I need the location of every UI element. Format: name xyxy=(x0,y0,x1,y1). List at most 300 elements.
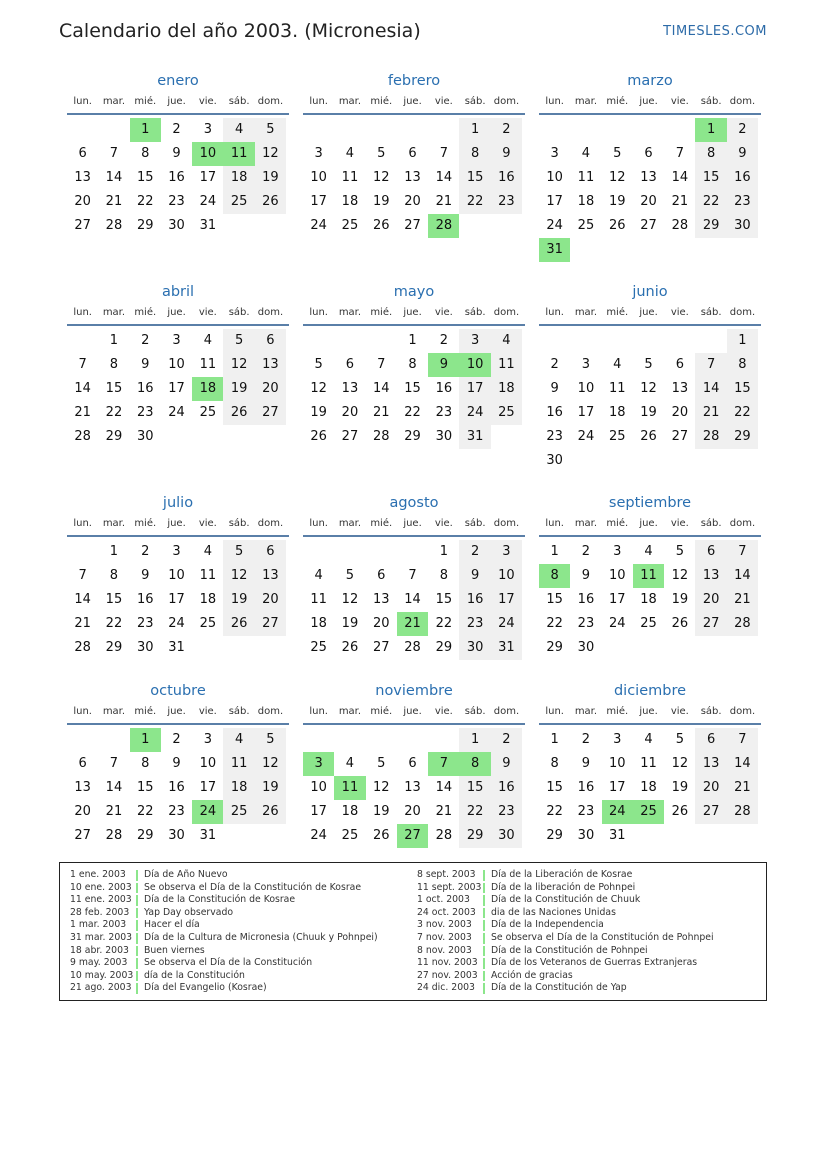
day-cell: 9 xyxy=(727,142,758,166)
holiday-day-cell: 10 xyxy=(459,353,490,377)
day-cell: 9 xyxy=(581,756,591,771)
holiday-date: 27 nov. 2003 xyxy=(417,969,478,981)
day-cell: 24 xyxy=(491,612,522,636)
day-cell: 5 xyxy=(255,728,286,752)
day-cell: 8 xyxy=(408,357,417,372)
day-cell: 20 xyxy=(695,776,726,800)
day-cell: 31 xyxy=(491,636,522,660)
holiday-day-cell: 10 xyxy=(192,142,223,166)
month-marzo xyxy=(539,73,761,262)
day-cell: 18 xyxy=(640,592,657,607)
day-cell: 4 xyxy=(203,544,212,559)
day-cell: 18 xyxy=(341,194,359,209)
day-cell: 26 xyxy=(255,800,286,824)
weekday-label: jue. xyxy=(167,96,186,107)
day-cell: 4 xyxy=(491,329,522,353)
day-cell: 14 xyxy=(671,170,689,185)
weekday-label: mié. xyxy=(370,96,393,107)
day-grid xyxy=(539,118,761,262)
day-grid xyxy=(303,329,525,449)
holiday-date: 24 dic. 2003 xyxy=(417,982,475,994)
day-cell: 9 xyxy=(141,357,150,372)
day-cell: 15 xyxy=(546,592,563,607)
day-cell: 13 xyxy=(404,170,421,185)
empty-cell xyxy=(633,118,664,142)
month-name: noviembre xyxy=(375,683,453,699)
holiday-date: 11 ene. 2003 xyxy=(70,894,132,906)
day-cell: 29 xyxy=(546,640,563,655)
day-cell: 17 xyxy=(199,780,217,795)
holiday-row xyxy=(417,907,714,920)
holiday-name: Día de Año Nuevo xyxy=(144,869,228,880)
holiday-marker xyxy=(483,983,485,994)
weekday-label: vie. xyxy=(198,307,217,318)
day-cell: 23 xyxy=(136,405,154,420)
weekday-label: sáb. xyxy=(700,96,722,107)
day-cell: 16 xyxy=(136,592,154,607)
day-cell: 2 xyxy=(459,540,490,564)
weekday-label: mar. xyxy=(102,96,126,107)
holiday-name: Día de la Constitución de Pohnpei xyxy=(491,944,648,956)
day-cell: 1 xyxy=(408,333,417,348)
day-cell: 13 xyxy=(255,353,286,377)
day-cell: 24 xyxy=(459,401,490,425)
day-cell: 15 xyxy=(435,592,453,607)
day-cell: 2 xyxy=(172,732,181,747)
day-cell: 21 xyxy=(671,194,689,209)
day-cell: 26 xyxy=(341,640,359,655)
day-cell: 1 xyxy=(109,544,119,559)
day-cell: 15 xyxy=(136,170,154,185)
day-cell: 16 xyxy=(136,381,154,396)
day-cell: 30 xyxy=(136,640,154,655)
day-cell: 6 xyxy=(408,146,417,161)
day-cell: 7 xyxy=(78,357,87,372)
weekday-label: mié. xyxy=(606,307,629,318)
day-cell: 29 xyxy=(435,640,453,655)
weekday-label: mié. xyxy=(606,518,629,529)
weekday-label: lun. xyxy=(73,307,92,318)
day-cell: 3 xyxy=(491,540,522,564)
day-cell: 17 xyxy=(491,588,522,612)
day-cell: 23 xyxy=(168,804,185,819)
day-cell: 9 xyxy=(550,381,559,396)
day-cell: 22 xyxy=(105,405,123,420)
weekday-label: lun. xyxy=(73,706,92,717)
day-cell: 16 xyxy=(168,780,185,795)
day-cell: 20 xyxy=(640,194,657,209)
day-cell: 12 xyxy=(255,142,286,166)
weekday-label: mar. xyxy=(102,307,126,318)
holiday-name: día de la Constitución xyxy=(144,969,245,981)
day-cell: 5 xyxy=(613,146,622,161)
holiday-row xyxy=(70,919,378,932)
day-cell: 1 xyxy=(459,118,490,142)
day-cell: 24 xyxy=(310,218,327,233)
weekday-label: sáb. xyxy=(700,307,722,318)
day-cell: 23 xyxy=(491,800,522,824)
holiday-marker xyxy=(136,920,138,931)
weekday-label: vie. xyxy=(670,96,689,107)
day-cell: 24 xyxy=(577,429,595,444)
day-cell: 28 xyxy=(695,425,726,449)
empty-cell xyxy=(334,118,365,142)
day-cell: 9 xyxy=(459,564,490,588)
empty-cell xyxy=(570,329,601,353)
day-cell: 25 xyxy=(341,828,359,843)
weekday-header xyxy=(303,304,525,326)
day-cell: 2 xyxy=(491,728,522,752)
weekday-header xyxy=(539,304,761,326)
day-cell: 8 xyxy=(141,146,150,161)
weekday-label: mié. xyxy=(606,96,629,107)
weekday-label: vie. xyxy=(670,307,689,318)
day-cell: 8 xyxy=(109,568,119,583)
weekday-label: mar. xyxy=(574,307,598,318)
weekday-header xyxy=(539,515,761,537)
weekday-label: lun. xyxy=(309,96,328,107)
month-name: junio xyxy=(632,284,668,300)
day-cell: 28 xyxy=(727,800,758,824)
day-cell: 21 xyxy=(105,194,123,209)
weekday-label: vie. xyxy=(198,96,217,107)
holiday-name: Hacer el día xyxy=(144,919,200,931)
weekday-label: dom. xyxy=(257,96,284,107)
holiday-name: Día de los Veteranos de Guerras Extranjeras xyxy=(491,957,698,969)
day-cell: 18 xyxy=(223,776,254,800)
day-cell: 13 xyxy=(695,752,726,776)
day-cell: 21 xyxy=(105,804,123,819)
day-cell: 2 xyxy=(581,544,591,559)
holiday-marker xyxy=(483,920,485,931)
day-cell: 13 xyxy=(695,564,726,588)
holiday-date: 10 may. 2003 xyxy=(70,969,134,981)
holiday-day-cell: 1 xyxy=(695,118,726,142)
month-name: diciembre xyxy=(613,683,687,699)
day-cell: 6 xyxy=(695,540,726,564)
day-cell: 26 xyxy=(223,612,254,636)
day-cell: 16 xyxy=(546,405,563,420)
day-cell: 20 xyxy=(74,804,91,819)
weekday-label: mar. xyxy=(574,96,598,107)
holiday-name: Acción de gracias xyxy=(491,969,573,981)
empty-cell xyxy=(334,329,365,353)
day-cell: 16 xyxy=(727,166,758,190)
day-cell: 30 xyxy=(435,429,453,444)
page-title: Calendario del año 2003. (Micronesia) xyxy=(59,20,421,42)
day-cell: 4 xyxy=(644,544,653,559)
day-cell: 19 xyxy=(310,405,327,420)
day-cell: 3 xyxy=(613,732,622,747)
day-cell: 1 xyxy=(439,544,448,559)
holiday-marker xyxy=(136,958,138,969)
day-cell: 23 xyxy=(459,612,490,636)
holiday-day-cell: 21 xyxy=(397,612,428,636)
day-cell: 26 xyxy=(223,401,254,425)
day-cell: 13 xyxy=(74,170,91,185)
day-cell: 15 xyxy=(105,381,123,396)
weekday-header xyxy=(67,515,289,537)
holiday-marker xyxy=(136,983,138,994)
day-cell: 31 xyxy=(199,218,217,233)
day-cell: 19 xyxy=(608,194,626,209)
month-name: mayo xyxy=(393,284,435,300)
day-cell: 8 xyxy=(141,756,150,771)
holiday-date: 18 abr. 2003 xyxy=(70,944,129,956)
holiday-marker xyxy=(483,870,485,881)
day-cell: 4 xyxy=(581,146,591,161)
day-cell: 21 xyxy=(74,616,91,631)
day-cell: 8 xyxy=(439,568,448,583)
weekday-label: lun. xyxy=(73,518,92,529)
holiday-name: Día de la Constitución de Kosrae xyxy=(144,894,296,906)
weekday-label: sáb. xyxy=(464,706,486,717)
weekday-label: mié. xyxy=(134,96,157,107)
day-grid xyxy=(539,329,761,473)
holiday-row xyxy=(417,894,714,907)
day-cell: 6 xyxy=(377,568,386,583)
day-cell: 4 xyxy=(644,732,653,747)
day-cell: 23 xyxy=(546,429,563,444)
day-cell: 1 xyxy=(727,329,758,353)
month-octubre xyxy=(67,683,289,848)
day-cell: 29 xyxy=(136,828,154,843)
empty-cell xyxy=(570,118,601,142)
day-cell: 26 xyxy=(608,218,626,233)
brand-link[interactable]: TIMESLES.COM xyxy=(663,24,767,39)
weekday-label: jue. xyxy=(639,706,658,717)
day-cell: 9 xyxy=(172,146,181,161)
day-cell: 26 xyxy=(310,429,327,444)
day-cell: 18 xyxy=(640,780,657,795)
weekday-label: jue. xyxy=(403,706,422,717)
day-cell: 5 xyxy=(255,118,286,142)
day-cell: 7 xyxy=(727,540,758,564)
day-cell: 13 xyxy=(671,381,689,396)
holiday-row xyxy=(70,982,378,995)
weekday-label: mar. xyxy=(102,518,126,529)
day-cell: 10 xyxy=(310,170,327,185)
day-cell: 29 xyxy=(136,218,154,233)
day-cell: 17 xyxy=(168,381,185,396)
day-cell: 15 xyxy=(459,776,490,800)
day-cell: 15 xyxy=(459,166,490,190)
day-cell: 2 xyxy=(491,118,522,142)
weekday-label: jue. xyxy=(167,706,186,717)
day-cell: 2 xyxy=(172,122,181,137)
holiday-date: 8 sept. 2003 xyxy=(417,869,476,880)
day-cell: 27 xyxy=(404,218,421,233)
day-cell: 16 xyxy=(168,170,185,185)
empty-cell xyxy=(67,329,98,353)
day-cell: 21 xyxy=(727,776,758,800)
day-cell: 25 xyxy=(577,218,595,233)
day-grid xyxy=(539,540,761,660)
holiday-day-cell: 18 xyxy=(192,377,223,401)
day-cell: 14 xyxy=(695,377,726,401)
holiday-name: Se observa el Día de la Constitución de Kosrae xyxy=(144,881,362,893)
day-cell: 9 xyxy=(491,142,522,166)
day-cell: 20 xyxy=(695,588,726,612)
day-cell: 2 xyxy=(727,118,758,142)
holiday-row xyxy=(417,982,714,995)
month-febrero xyxy=(303,73,525,238)
holiday-list-right xyxy=(417,869,714,995)
weekday-label: mar. xyxy=(338,518,362,529)
day-cell: 29 xyxy=(695,214,726,238)
day-cell: 22 xyxy=(546,804,563,819)
weekday-header xyxy=(303,703,525,725)
weekday-label: jue. xyxy=(403,307,422,318)
weekday-label: mar. xyxy=(338,706,362,717)
holiday-row xyxy=(417,970,714,983)
day-cell: 27 xyxy=(74,828,91,843)
day-cell: 4 xyxy=(345,146,355,161)
day-cell: 15 xyxy=(695,166,726,190)
holiday-name: Buen viernes xyxy=(144,944,205,956)
weekday-label: mié. xyxy=(370,706,393,717)
day-cell: 4 xyxy=(345,756,355,771)
empty-cell xyxy=(303,540,334,564)
empty-cell xyxy=(695,329,726,353)
day-cell: 7 xyxy=(675,146,684,161)
weekday-label: vie. xyxy=(434,96,453,107)
weekday-label: mar. xyxy=(338,96,362,107)
day-cell: 10 xyxy=(491,564,522,588)
day-cell: 18 xyxy=(341,804,359,819)
day-cell: 28 xyxy=(727,612,758,636)
day-cell: 30 xyxy=(168,218,185,233)
day-cell: 18 xyxy=(223,166,254,190)
weekday-label: lun. xyxy=(309,307,328,318)
weekday-label: dom. xyxy=(729,706,756,717)
day-cell: 25 xyxy=(608,429,626,444)
day-cell: 15 xyxy=(727,377,758,401)
day-cell: 9 xyxy=(172,756,181,771)
day-cell: 26 xyxy=(671,804,689,819)
day-cell: 27 xyxy=(671,429,689,444)
day-cell: 31 xyxy=(199,828,217,843)
weekday-header xyxy=(67,93,289,115)
day-cell: 19 xyxy=(640,405,657,420)
empty-cell xyxy=(397,728,428,752)
weekday-label: sáb. xyxy=(228,96,250,107)
day-cell: 22 xyxy=(459,800,490,824)
holiday-marker xyxy=(136,946,138,957)
day-cell: 13 xyxy=(372,592,390,607)
day-grid xyxy=(303,118,525,238)
weekday-label: mar. xyxy=(574,706,598,717)
day-cell: 12 xyxy=(372,780,390,795)
day-cell: 17 xyxy=(199,170,217,185)
day-cell: 4 xyxy=(314,568,323,583)
holiday-name: Día de la Constitución de Chuuk xyxy=(491,894,641,906)
day-cell: 6 xyxy=(408,756,417,771)
weekday-label: lun. xyxy=(309,518,328,529)
day-cell: 14 xyxy=(74,592,91,607)
day-cell: 27 xyxy=(372,640,390,655)
holiday-day-cell: 1 xyxy=(130,118,161,142)
day-cell: 28 xyxy=(372,429,390,444)
day-cell: 23 xyxy=(577,616,595,631)
day-cell: 16 xyxy=(459,588,490,612)
day-cell: 8 xyxy=(109,357,119,372)
day-cell: 19 xyxy=(255,166,286,190)
day-cell: 25 xyxy=(341,218,359,233)
month-name: enero xyxy=(157,73,199,89)
day-cell: 10 xyxy=(608,756,626,771)
day-cell: 14 xyxy=(105,170,123,185)
month-name: agosto xyxy=(389,495,439,511)
weekday-label: sáb. xyxy=(464,518,486,529)
weekday-label: dom. xyxy=(493,96,520,107)
day-cell: 22 xyxy=(459,190,490,214)
weekday-label: mié. xyxy=(370,307,393,318)
month-julio xyxy=(67,495,289,660)
day-cell: 3 xyxy=(172,544,181,559)
holiday-row xyxy=(70,869,378,882)
day-cell: 16 xyxy=(491,166,522,190)
day-cell: 28 xyxy=(74,640,91,655)
empty-cell xyxy=(397,118,428,142)
weekday-label: mié. xyxy=(134,518,157,529)
holiday-date: 10 ene. 2003 xyxy=(70,881,132,893)
weekday-label: vie. xyxy=(434,518,453,529)
day-grid xyxy=(67,728,289,848)
day-cell: 30 xyxy=(168,828,185,843)
day-cell: 11 xyxy=(310,592,327,607)
empty-cell xyxy=(98,118,129,142)
day-cell: 6 xyxy=(255,329,286,353)
day-cell: 28 xyxy=(105,828,123,843)
day-cell: 20 xyxy=(341,405,359,420)
empty-cell xyxy=(366,329,397,353)
day-cell: 19 xyxy=(223,588,254,612)
holiday-date: 3 nov. 2003 xyxy=(417,919,472,931)
holiday-row xyxy=(417,869,714,882)
day-cell: 21 xyxy=(727,588,758,612)
day-cell: 28 xyxy=(74,429,91,444)
weekday-label: dom. xyxy=(493,518,520,529)
month-name: marzo xyxy=(627,73,673,89)
empty-cell xyxy=(539,329,570,353)
day-cell: 15 xyxy=(546,780,563,795)
empty-cell xyxy=(633,329,664,353)
day-grid xyxy=(67,540,289,660)
day-cell: 21 xyxy=(372,405,390,420)
day-cell: 23 xyxy=(491,190,522,214)
empty-cell xyxy=(602,329,633,353)
day-cell: 10 xyxy=(168,357,185,372)
day-cell: 27 xyxy=(640,218,657,233)
day-cell: 23 xyxy=(727,190,758,214)
month-name: septiembre xyxy=(608,495,692,511)
day-cell: 7 xyxy=(695,353,726,377)
holiday-day-cell: 25 xyxy=(633,800,664,824)
weekday-label: lun. xyxy=(545,706,564,717)
empty-cell xyxy=(334,728,365,752)
day-cell: 13 xyxy=(74,780,91,795)
month-mayo xyxy=(303,284,525,449)
holiday-date: 1 oct. 2003 xyxy=(417,894,470,906)
day-cell: 15 xyxy=(136,780,154,795)
empty-cell xyxy=(428,118,459,142)
day-cell: 30 xyxy=(136,429,154,444)
day-cell: 19 xyxy=(671,780,689,795)
day-cell: 19 xyxy=(223,377,254,401)
day-cell: 26 xyxy=(640,429,657,444)
empty-cell xyxy=(664,118,695,142)
